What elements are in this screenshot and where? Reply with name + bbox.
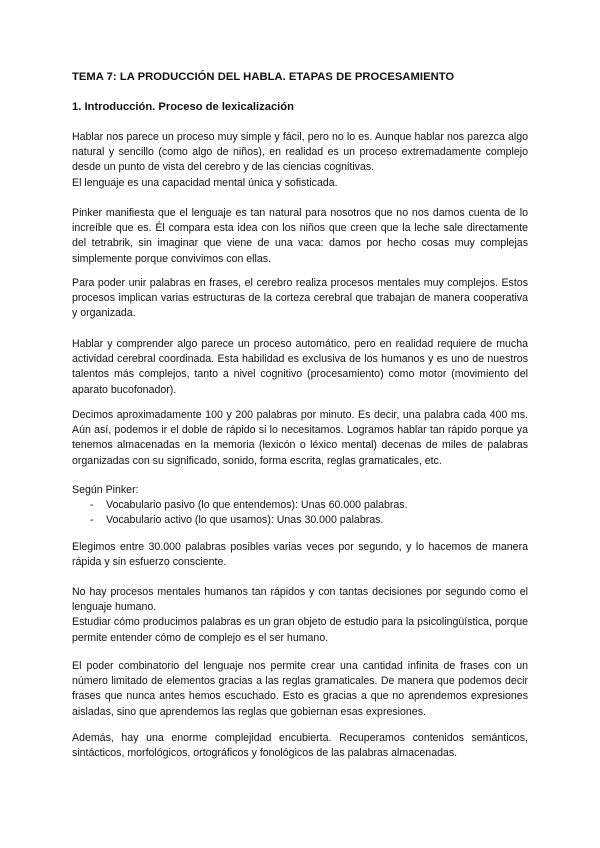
list-bullet: - (90, 514, 94, 527)
list-bullet: - (90, 499, 94, 512)
list-item (72, 498, 408, 513)
list-item-text: Vocabulario activo (lo que usamos): Unas 30.000 palabras. (106, 514, 384, 527)
paragraph-text: Elegimos entre 30.000 palabras posibles varias veces por segundo, y lo hacemos de manera rápida y sin esfuerzo consciente. (72, 541, 528, 569)
paragraph-text: El lenguaje es una capacidad mental única y sofisticada. (72, 176, 338, 189)
paragraph-mental-processes (72, 585, 528, 646)
paragraph-text: Pinker manifiesta que el lenguaje es tan natural para nosotros que no nos damos cuenta de lo increíble que es. Él compara esta idea con los niños que creen que la leche sale directamente del tetrabrik, sin imaginar que viene de una vaca: damos por hecho cosas muy complejas simplemente porque convivimos con ellas. (72, 207, 528, 265)
paragraph-text: Hablar nos parece un proceso muy simple y fácil, pero no lo es. Aunque hablar nos parezca algo natural y sencillo (como algo de niños), en realidad es un proceso extremadamente complejo desde un punto de vista del cerebro y de las ciencias cognitivas. (72, 131, 528, 174)
paragraph-brain-processes (72, 276, 528, 322)
list-item (72, 513, 408, 528)
paragraph-text: Decimos aproximadamente 100 y 200 palabras por minuto. Es decir, una palabra cada 400 ms. Aún así, podemos ir el doble de rápido si lo necesitamos. Logramos hablar tan rápido porque ya tenemos almacenadas en la memoria (lexicón o léxico mental) decenas de miles de palabras organizadas con su significado, sonido, forma escrita, reglas gramaticales, etc. (72, 409, 528, 467)
vocabulary-list (72, 483, 408, 529)
paragraph-word-choice (72, 540, 528, 570)
paragraph-combinatorial (72, 659, 528, 720)
paragraph-pinker (72, 206, 528, 267)
paragraph-intro (72, 130, 528, 191)
paragraph-text: No hay procesos mentales humanos tan rápidos y con tantas decisiones por segundo como el lenguaje humano. (72, 586, 528, 614)
paragraph-hidden-complexity (72, 731, 528, 761)
list-label: Según Pinker: (72, 484, 139, 496)
paragraph-text: Estudiar cómo producimos palabras es un gran objeto de estudio para la psicolingüística, porque permite entender cómo de complejo es el ser humano. (72, 616, 528, 644)
paragraph-text: Hablar y comprender algo parece un proceso automático, pero en realidad requiere de mucha actividad cerebral coordinada. Esta habilidad es exclusiva de los humanos y es uno de nuestros talentos más complejos, tanto a nivel cognitivo (procesamiento) como motor (movimiento del aparato bucofonador). (72, 338, 528, 396)
list-item-text: Vocabulario pasivo (lo que entendemos): Unas 60.000 palabras. (106, 499, 408, 512)
paragraph-text: Para poder unir palabras en frases, el cerebro realiza procesos mentales muy complejos. Estos procesos implican varias estructuras de la corteza cerebral que trabajan de manera cooperativa y organizada. (72, 277, 528, 320)
paragraph-text: Además, hay una enorme complejidad encubierta. Recuperamos contenidos semánticos, sintácticos, morfológicos, ortográficos y fonológicos de las palabras almacenadas. (72, 732, 528, 760)
paragraph-text: El poder combinatorio del lenguaje nos permite crear una cantidad infinita de frases con un número limitado de elementos gracias a las reglas gramaticales. De manera que podemos decir frases que nunca antes hemos escuchado. Esto es gracias a que no aprendemos expresiones aisladas, sino que aprendemos las reglas que gobiernan esas expresiones. (72, 660, 528, 718)
document-title: TEMA 7: LA PRODUCCIÓN DEL HABLA. ETAPAS DE PROCESAMIENTO (72, 71, 455, 83)
paragraph-speech-automatic (72, 337, 528, 398)
paragraph-speech-rate (72, 408, 528, 469)
section-heading: 1. Introducción. Proceso de lexicalización (72, 101, 294, 113)
